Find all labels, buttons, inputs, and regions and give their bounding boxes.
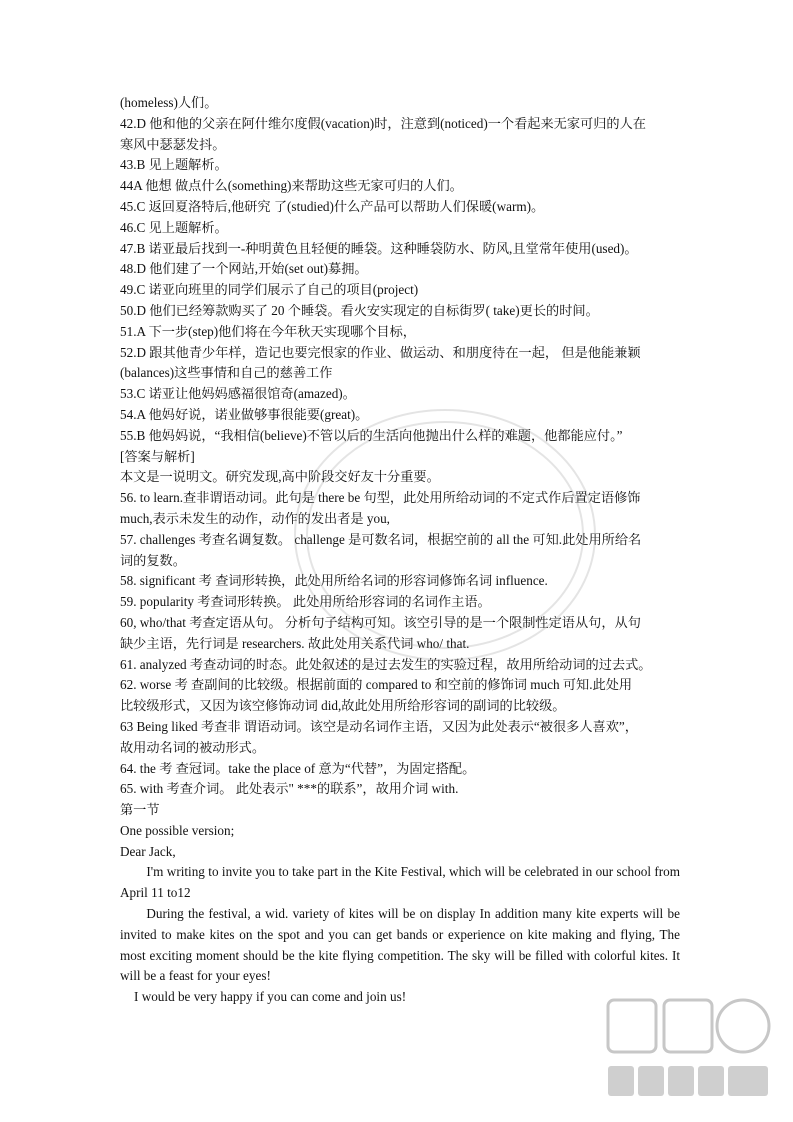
text-line: 51.A 下一步(step)他们将在今年秋天实现哪个目标，	[120, 323, 416, 339]
text-line: 60, who/that 考查定语从句。 分析句子结构可知。该空引导的是一个限制性定语从句，从句	[120, 614, 641, 630]
section-heading: [答案与解析]	[120, 448, 195, 464]
text-line: 65. with 考查介词。 此处表示" ***的联系”，故用介词 with.	[120, 781, 459, 797]
letter-salutation: Dear Jack,	[120, 843, 176, 859]
text-line: 50.D 他们已经筹款购买了 20 个睡袋。看火安实现定的自标街罗( take)更长的时间。	[120, 302, 599, 318]
text-line: 64. the 考 查冠词。take the place of 意为“代替”，为固定搭配。	[120, 760, 476, 776]
text-line: 45.C 返回夏洛特后,他研究 了(studied)什么产品可以帮助人们保暖(warm)。	[120, 198, 545, 214]
text-line: 48.D 他们建了一个网站,开始(set out)募拥。	[120, 261, 368, 277]
text-line: 46.C 见上题解析。	[120, 219, 228, 235]
document-body	[120, 93, 680, 1008]
text-line: 58. significant 考 查词形转换，此处用所给名词的形容词修饰名词 influence.	[120, 573, 548, 589]
text-line: 故用动名词的被动形式。	[120, 739, 266, 755]
letter-closing: I would be very happy if you can come and join us!	[134, 989, 407, 1005]
text-line: 缺少主语，先行词是 researchers. 故此处用关系代词 who/ that.	[120, 635, 470, 651]
text-line: 61. analyzed 考查动词的时态。此处叙述的是过去发生的实验过程，故用所给动词的过去式。	[120, 656, 652, 672]
text-line: 43.B 见上题解析。	[120, 157, 228, 173]
text-line: 52.D 跟其他青少年样，造记也要完恨家的作业、做运动、和朋度待在一起， 但是他能兼颖	[120, 344, 641, 360]
text-line: 53.C 诺亚让他妈妈感福很馆奇(amazed)。	[120, 386, 356, 402]
text-line: 63 Being liked 考查非 谓语动词。该空是动名词作主语，又因为此处表示“被很多人喜欢”，	[120, 718, 638, 734]
text-line: 54.A 他妈好说，诺业做够事很能要(great)。	[120, 406, 369, 422]
text-line: 寒风中瑟瑟发抖。	[120, 136, 226, 152]
text-line: (homeless)人们。	[120, 95, 218, 110]
text-line: 本文是一说明文。研究发现,高中阶段交好友十分重要。	[120, 469, 440, 485]
section-heading: 第一节	[120, 802, 160, 818]
text-line: much,表示未发生的动作，动作的发出者是 you,	[120, 510, 390, 526]
text-line: 词的复数。	[120, 552, 186, 568]
text-line: 44A 他想 做点什么(something)来帮助这些无家可归的人们。	[120, 178, 463, 194]
text-line: 57. challenges 考查名调复数。 challenge 是可数名词，根据空前的 all the 可知.此处用所给名	[120, 531, 642, 547]
text-line: 比较级形式，又因为该空修饰动词 did,故此处用所给形容词的副词的比较级。	[120, 698, 566, 714]
text-line: 62. worse 考 查副间的比较级。根据前面的 compared to 和空前的修饰词 much 可知.此处用	[120, 677, 633, 693]
text-line: 59. popularity 考查词形转换。 此处用所给形容词的名词作主语。	[120, 594, 491, 610]
text-line: 47.B 诺亚最后找到一-种明黄色且轻便的睡袋。这种睡袋防水、防风,且堂常年使用(used)。	[120, 240, 638, 256]
letter-paragraph: During the festival, a wid. variety of kites will be on display In addition many kite experts will be invited to make kites on the spot and you can get bands or experience on kite making and flying, The most exciting moment should be the kite flying competition. The sky will be filled with colorful kites. It will be a feast for your eyes!	[120, 906, 680, 984]
text-line: 49.C 诺亚向班里的同学们展示了自己的项目(project)	[120, 282, 419, 298]
text-line: 56. to learn.查非谓语动词。此句是 there be 句型，此处用所给动词的不定式作后置定语修饰	[120, 490, 641, 506]
letter-paragraph: I'm writing to invite you to take part in the Kite Festival, which will be celebrated in our school from April 11 to12	[120, 864, 680, 901]
text-line: (balances)这些事情和自己的慈善工作	[120, 365, 333, 381]
text-line: 55.B 他妈妈说，“我相信(believe)不管以后的生活向他抛出什么样的难题，他都能应付。”	[120, 427, 623, 443]
site-logo	[600, 992, 775, 1112]
text-line: 42.D 他和他的父亲在阿什维尔度假(vacation)时，注意到(noticed)一个看起来无家可归的人在	[120, 115, 646, 131]
text-line: One possible version;	[120, 822, 235, 838]
